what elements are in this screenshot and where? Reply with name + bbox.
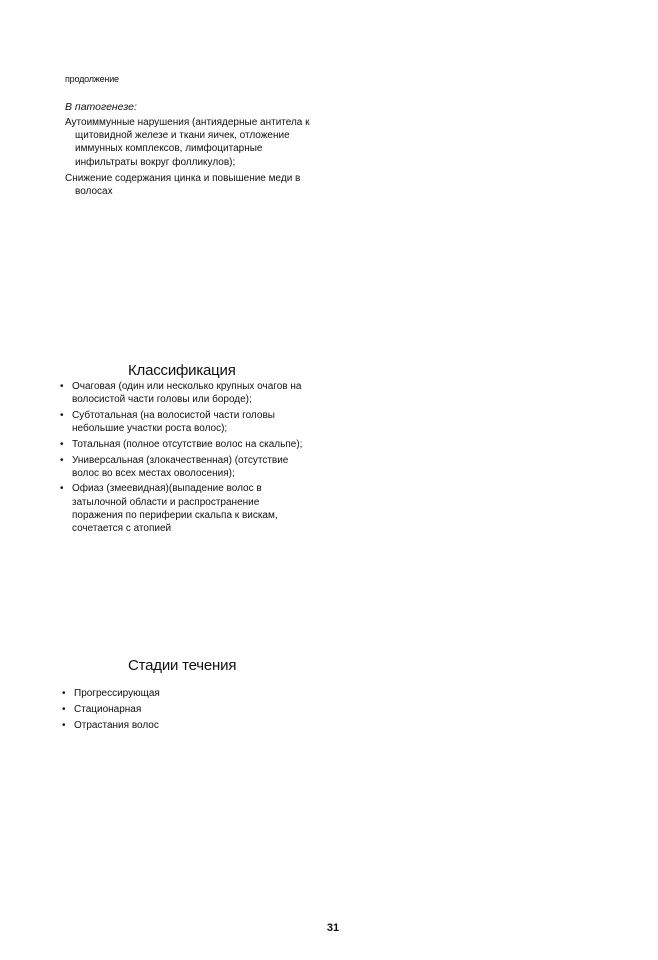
- list-item: [62, 703, 160, 716]
- bullet-icon: •: [62, 688, 66, 699]
- list-item: [62, 687, 160, 700]
- page-number: 31: [326, 922, 340, 934]
- classification-list: [60, 380, 310, 538]
- classification-item-focal: Очаговая (один или несколько крупных очагов на волосистой части головы или бороде);: [72, 381, 302, 406]
- list-item: [62, 719, 160, 732]
- list-item: [60, 409, 310, 435]
- bullet-icon: •: [60, 409, 64, 421]
- classification-item-ophiasis: Офиаз (змеевидная)(выпадение волос в затылочной области и распространение поражения по периферии скальпа к вискам, сочетается с атопией: [72, 483, 278, 535]
- pathogenesis-list: [65, 116, 315, 201]
- stage-item-progressive: Прогрессирующая: [74, 688, 160, 699]
- bullet-icon: •: [60, 454, 64, 466]
- bullet-icon: •: [60, 483, 64, 495]
- list-item: [60, 482, 310, 535]
- pathogenesis-item-autoimmune: Аутоиммунные нарушения (антиядерные антитела к щитовидной железе и ткани яичек, отложение иммунных комплексов, лимфоцитарные инфильтраты вокруг фолликулов);: [65, 117, 310, 168]
- classification-title: Классификация: [128, 362, 236, 379]
- stages-title: Стадии течения: [128, 657, 237, 674]
- classification-item-subtotal: Субтотальная (на волосистой части головы небольшие участки роста волос);: [72, 409, 275, 435]
- stage-item-stationary: Стационарная: [74, 704, 142, 716]
- bullet-icon: •: [62, 704, 66, 716]
- bullet-icon: •: [60, 438, 64, 450]
- pathogenesis-heading: В патогенезе:: [65, 101, 137, 113]
- list-item: [60, 380, 310, 406]
- classification-item-universal: Универсальная (злокачественная) (отсутствие волос во всех местах оволосения);: [72, 454, 289, 479]
- stage-item-regrowth: Отрастания волос: [74, 720, 159, 732]
- list-item: [60, 438, 310, 451]
- pathogenesis-item-zinc: Снижение содержания цинка и повышение меди в волосах: [65, 172, 301, 198]
- list-item: [60, 454, 310, 480]
- bullet-icon: •: [60, 381, 64, 392]
- bullet-icon: •: [62, 720, 66, 732]
- continued-label: продолжение: [65, 74, 119, 84]
- classification-item-total: Тотальная (полное отсутствие волос на скальпе);: [72, 438, 303, 450]
- stages-list: [62, 687, 160, 736]
